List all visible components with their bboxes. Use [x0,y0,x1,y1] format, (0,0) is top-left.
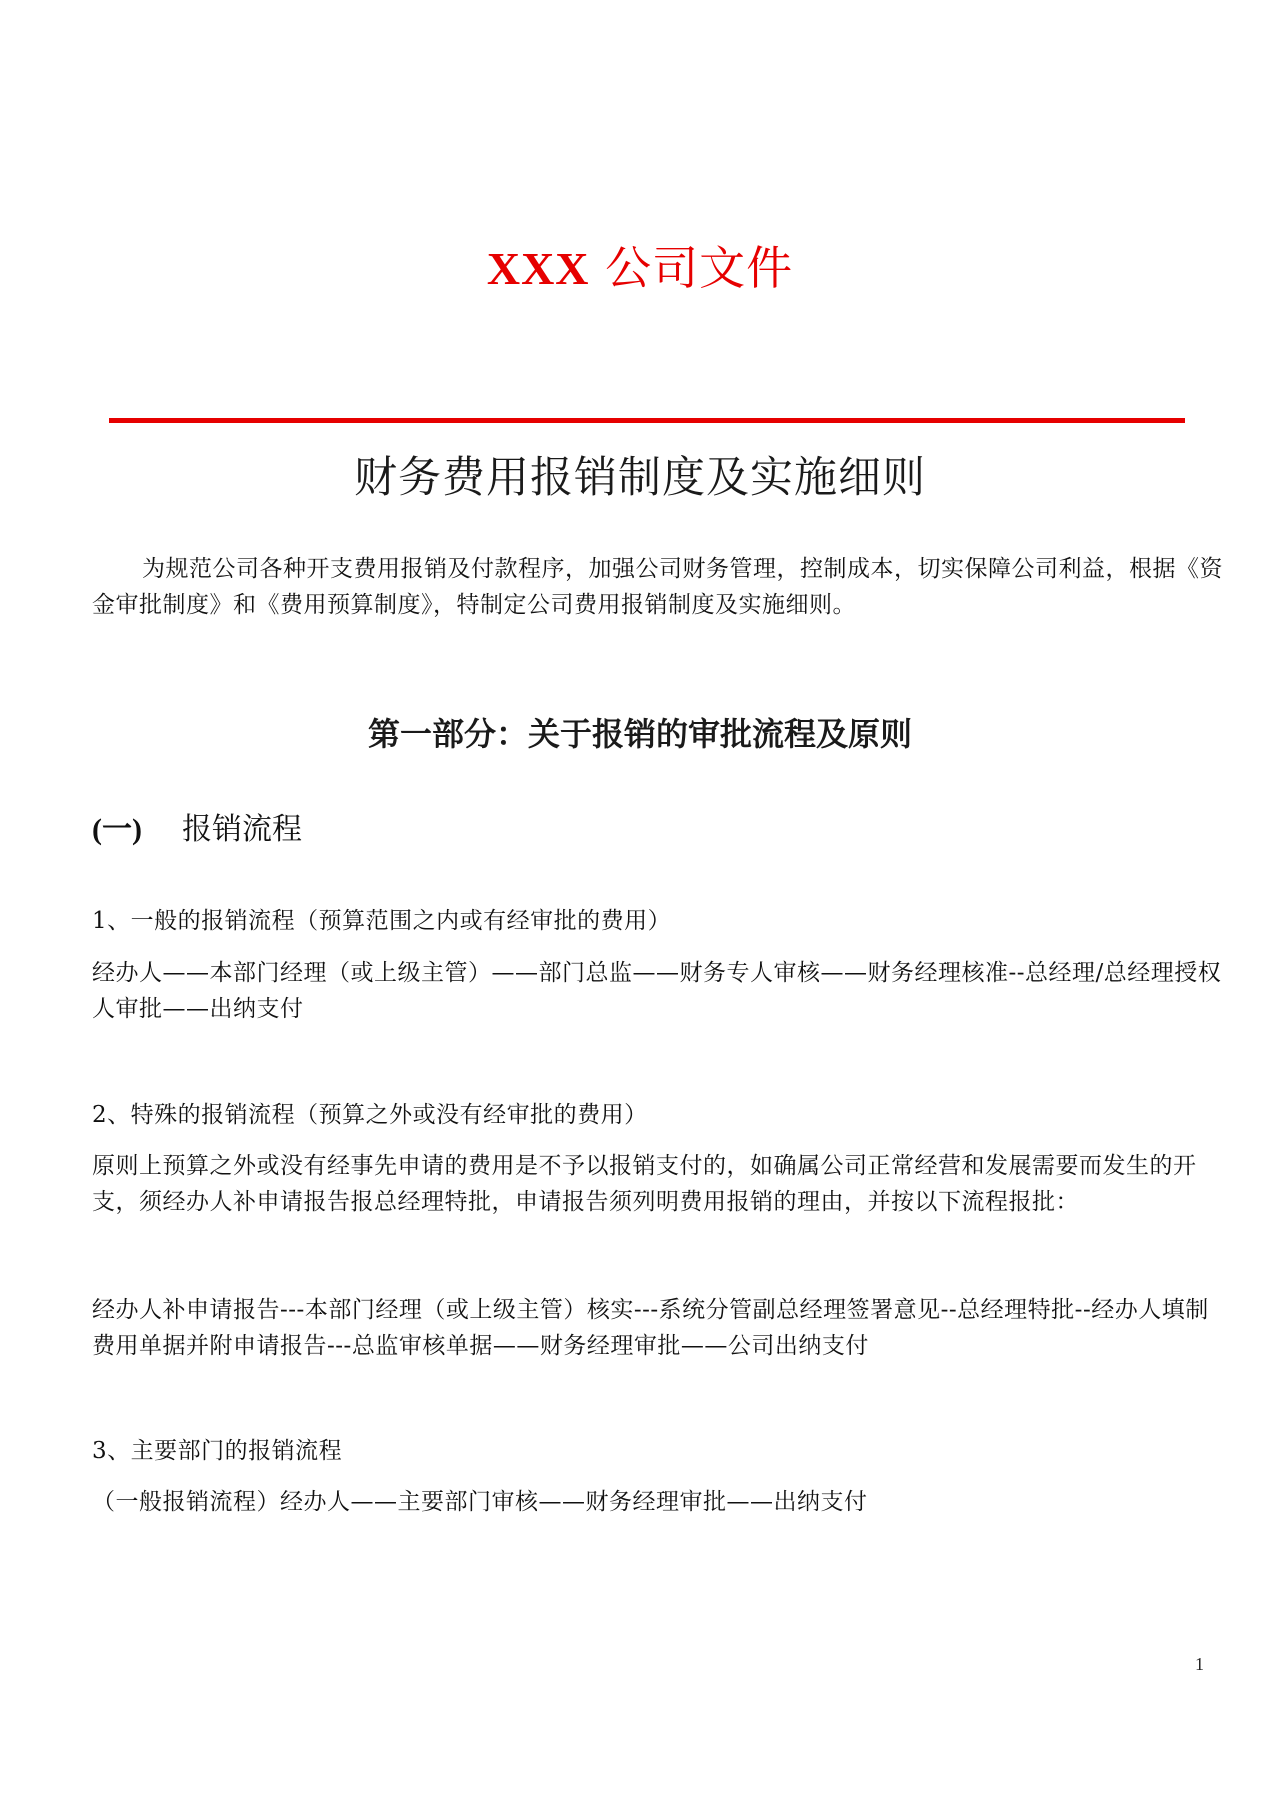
item-2-heading: 2、特殊的报销流程（预算之外或没有经审批的费用） [92,1102,648,1128]
section-number: (一) [92,813,142,846]
company-name: XXX [486,243,590,294]
item-1-body: 经办人——本部门经理（或上级主管）——部门总监——财务专人审核——财务经理核准--总经理/总经理授权人审批——出纳支付 [92,960,1222,1022]
page-number: 1 [1195,1654,1204,1674]
company-document-header [0,238,1280,299]
item-3-body: （一般报销流程）经办人——主要部门审核——财务经理审批——出纳支付 [92,1489,868,1515]
section-heading [92,808,302,852]
section-title: 报销流程 [182,812,302,847]
item-2-body: 原则上预算之外或没有经事先申请的费用是不予以报销支付的，如确属公司正常经营和发展需要而发生的开支，须经办人补申请报告报总经理特批，申请报告须列明费用报销的理由，并按以下流程报批： [92,1153,1197,1215]
item-3-heading: 3、主要部门的报销流程 [92,1438,343,1464]
header-divider [109,418,1185,423]
item-1-heading: 1、一般的报销流程（预算范围之内或有经审批的费用） [92,908,672,934]
document-title: 财务费用报销制度及实施细则 [354,453,926,503]
item-2-flow: 经办人补申请报告---本部门经理（或上级主管）核实---系统分管副总经理签署意见--总经理特批--经办人填制费用单据并附申请报告---总监审核单据——财务经理审批——公司出纳支付 [92,1297,1209,1359]
intro-paragraph: 为规范公司各种开支费用报销及付款程序，加强公司财务管理，控制成本，切实保障公司利益，根据《资金审批制度》和《费用预算制度》，特制定公司费用报销制度及实施细则。 [92,556,1223,618]
part-one-heading: 第一部分：关于报销的审批流程及原则 [367,715,912,753]
document-type-label: 公司文件 [589,241,794,295]
